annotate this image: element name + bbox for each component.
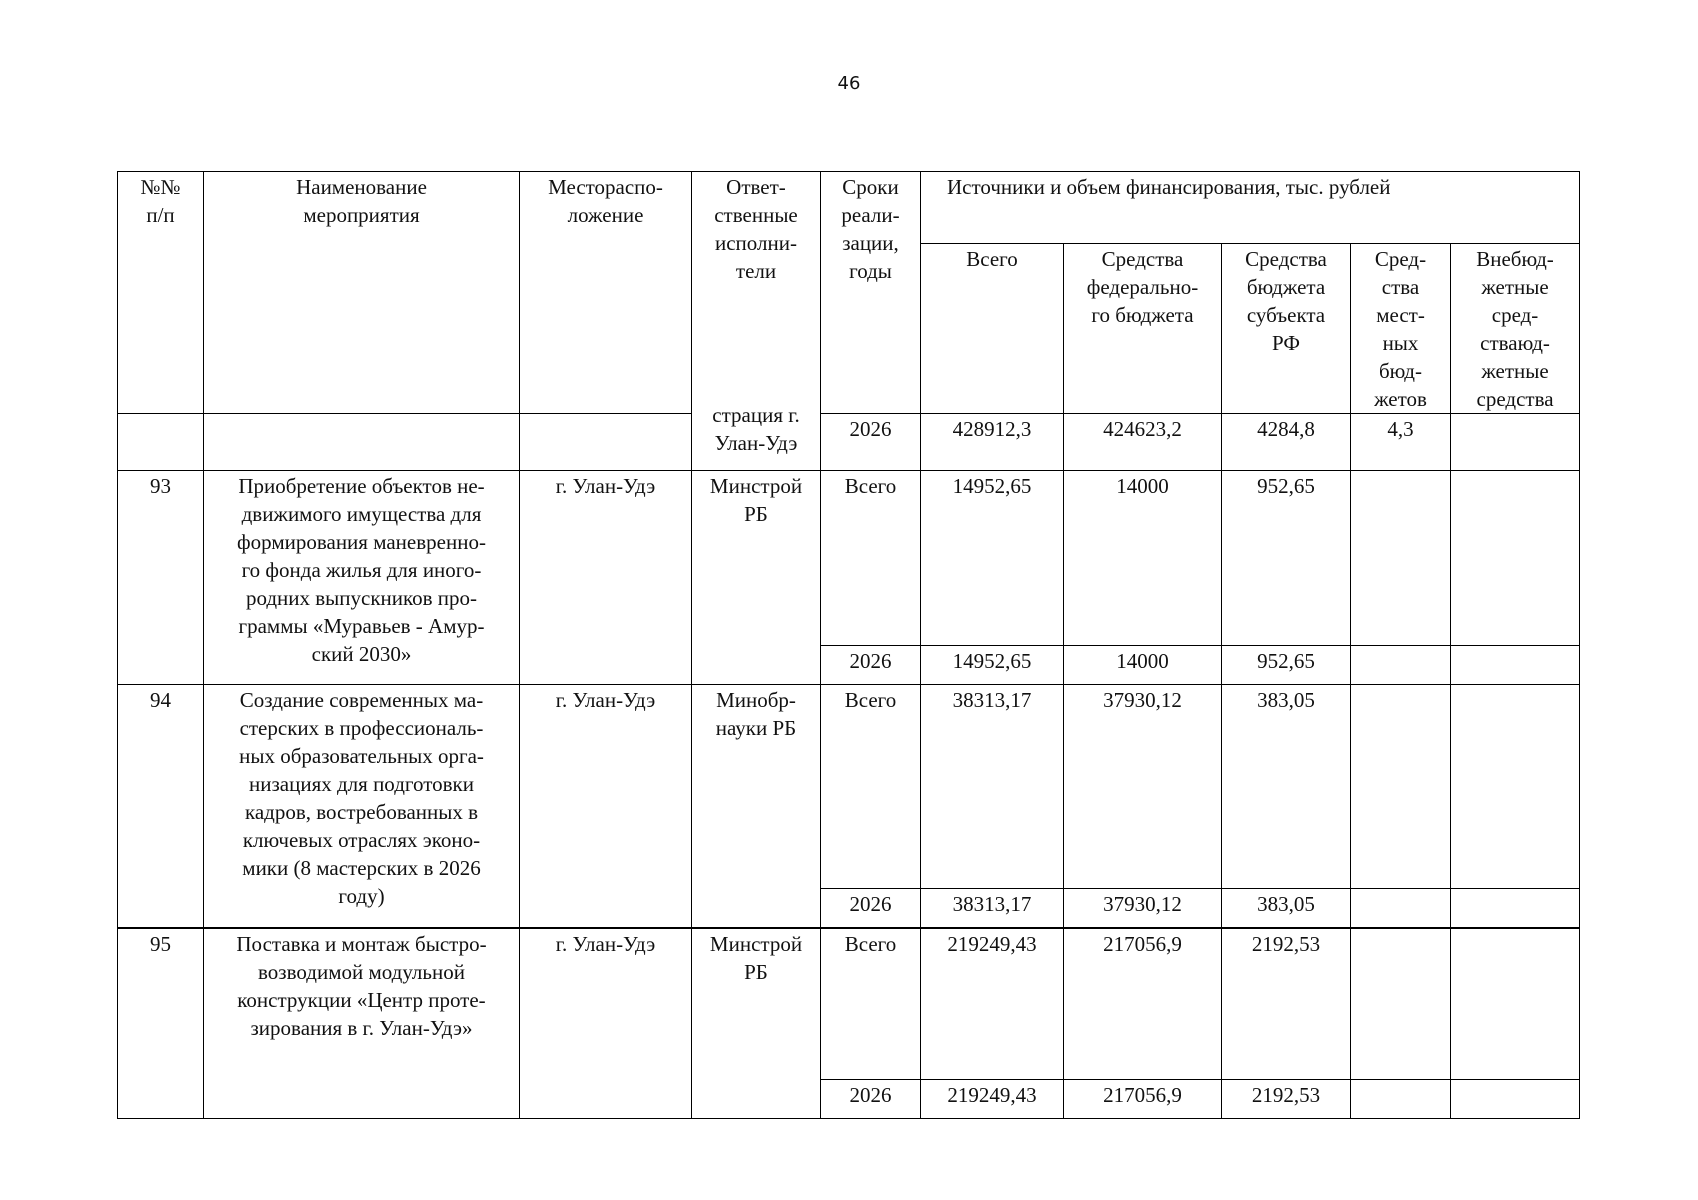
row-location: г. Улан-Удэ xyxy=(520,928,692,1119)
row-year-local xyxy=(1351,646,1451,685)
row-year-offbudget xyxy=(1451,646,1580,685)
row-offbudget xyxy=(1451,928,1580,1080)
header-federal: Средства федерально- го бюджета xyxy=(1064,244,1222,414)
row-federal: 14000 xyxy=(1064,471,1222,646)
header-terms: Сроки реали- зации, годы xyxy=(821,172,921,414)
row-total-label: Всего xyxy=(821,471,921,646)
header-name: Наименование мероприятия xyxy=(204,172,520,414)
row-year-federal: 37930,12 xyxy=(1064,889,1222,928)
row-total-label: Всего xyxy=(821,685,921,889)
row-year: 2026 xyxy=(821,889,921,928)
row-num: 94 xyxy=(118,685,204,928)
header-location: Местораспо- ложение xyxy=(520,172,692,414)
row-responsible: Минстрой РБ xyxy=(692,928,821,1119)
header-funding-title: Источники и объем финансирования, тыс. рублей xyxy=(921,172,1580,244)
row-location: г. Улан-Удэ xyxy=(520,471,692,685)
continuation-num xyxy=(118,414,204,471)
row-offbudget xyxy=(1451,471,1580,646)
continuation-year: 2026 xyxy=(821,414,921,471)
row-location: г. Улан-Удэ xyxy=(520,685,692,928)
row-offbudget xyxy=(1451,685,1580,889)
row-year-offbudget xyxy=(1451,889,1580,928)
row-federal: 217056,9 xyxy=(1064,928,1222,1080)
header-responsible-text: Ответ- ственные исполни- тели xyxy=(714,175,798,283)
table-row xyxy=(118,928,1580,1080)
row-responsible: Минстрой РБ xyxy=(692,471,821,685)
header-total: Всего xyxy=(921,244,1064,414)
row-local xyxy=(1351,928,1451,1080)
row-local xyxy=(1351,471,1451,646)
row-name: Поставка и монтаж быстро- возводимой модульной конструкции «Центр протe- зирования в г. Улан-Удэ» xyxy=(204,928,520,1119)
row-total: 14952,65 xyxy=(921,471,1064,646)
row-responsible: Минобр- науки РБ xyxy=(692,685,821,928)
row-total-label: Всего xyxy=(821,928,921,1080)
row-year-subject: 952,65 xyxy=(1222,646,1351,685)
row-year-local xyxy=(1351,1080,1451,1119)
row-year: 2026 xyxy=(821,646,921,685)
row-year-federal: 14000 xyxy=(1064,646,1222,685)
continuation-total: 428912,3 xyxy=(921,414,1064,471)
row-year-total: 38313,17 xyxy=(921,889,1064,928)
row-federal: 37930,12 xyxy=(1064,685,1222,889)
row-name: Создание современных ма- стерских в профессиональ- ных образовательных орга- низациях для подготовки кадров, востребованных в ключевых отраслях эконо- мики (8 мастерских в 2026 году) xyxy=(204,685,520,928)
table-row xyxy=(118,685,1580,889)
row-num: 95 xyxy=(118,928,204,1119)
row-local xyxy=(1351,685,1451,889)
row-total: 38313,17 xyxy=(921,685,1064,889)
row-total: 219249,43 xyxy=(921,928,1064,1080)
row-year-subject: 2192,53 xyxy=(1222,1080,1351,1119)
row-name: Приобретение объектов не- движимого имущества для формирования маневренно- го фонда жилья для иного- родних выпускников про- граммы «Муравьев - Амур- ский 2030» xyxy=(204,471,520,685)
table-row xyxy=(118,471,1580,646)
continuation-row xyxy=(118,414,1580,471)
row-year-federal: 217056,9 xyxy=(1064,1080,1222,1119)
row-year-subject: 383,05 xyxy=(1222,889,1351,928)
continuation-name xyxy=(204,414,520,471)
row-year-offbudget xyxy=(1451,1080,1580,1119)
row-year-total: 219249,43 xyxy=(921,1080,1064,1119)
row-year-total: 14952,65 xyxy=(921,646,1064,685)
row-num: 93 xyxy=(118,471,204,685)
continuation-offbudget xyxy=(1451,414,1580,471)
header-local: Сред- ства мест- ных бюд- жетов xyxy=(1351,244,1451,414)
continuation-federal: 424623,2 xyxy=(1064,414,1222,471)
page-number: 46 xyxy=(837,73,861,94)
row-year: 2026 xyxy=(821,1080,921,1119)
header-num: №№ п/п xyxy=(118,172,204,414)
table-body xyxy=(118,172,1580,1119)
funding-table xyxy=(117,171,1580,1119)
continuation-responsible: страция г. Улан-Удэ xyxy=(712,403,800,455)
row-subject: 383,05 xyxy=(1222,685,1351,889)
header-subject: Средства бюджета субъекта РФ xyxy=(1222,244,1351,414)
continuation-location xyxy=(520,414,692,471)
header-responsible xyxy=(692,172,821,471)
row-subject: 952,65 xyxy=(1222,471,1351,646)
header-offbudget: Внебюд- жетные сред- стваюд- жетные средства xyxy=(1451,244,1580,414)
row-subject: 2192,53 xyxy=(1222,928,1351,1080)
continuation-local: 4,3 xyxy=(1351,414,1451,471)
header-row-1 xyxy=(118,172,1580,244)
continuation-subject: 4284,8 xyxy=(1222,414,1351,471)
row-year-local xyxy=(1351,889,1451,928)
